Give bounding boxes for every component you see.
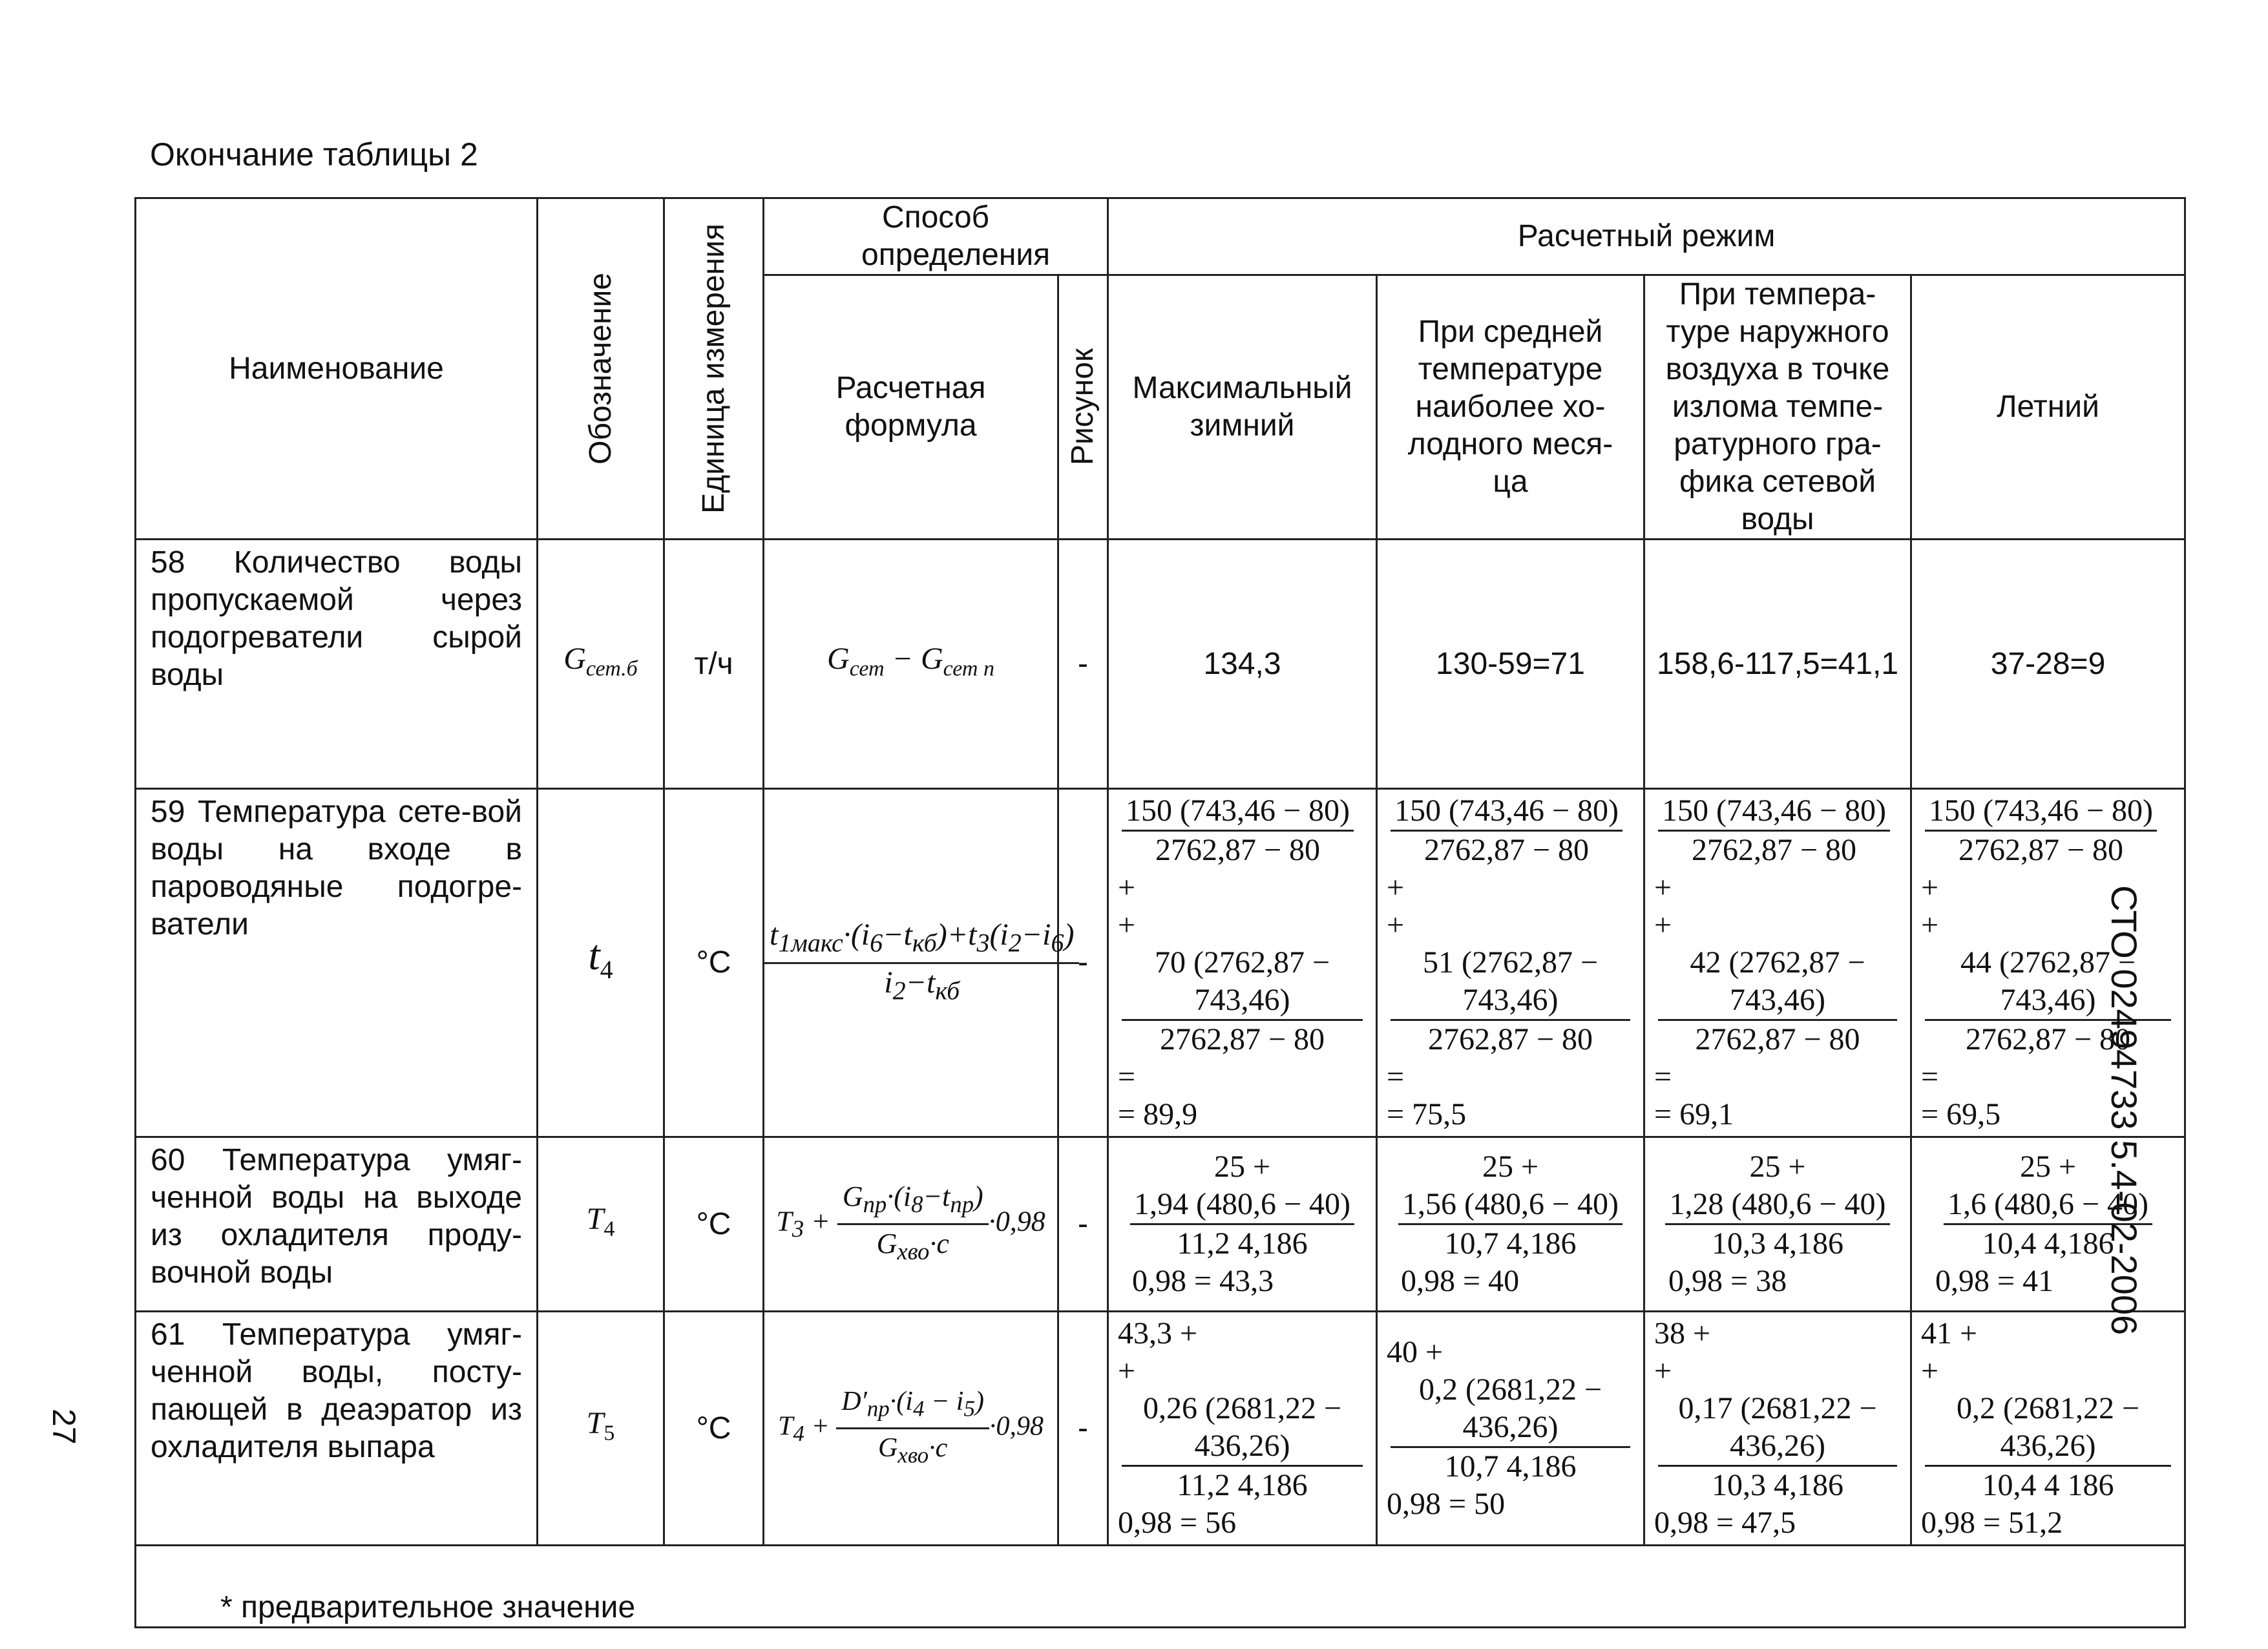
row-61-name: 61 Температура умяг-ченной воды, посту-пающей в деаэратор из охладителя выпара: [136, 1312, 538, 1546]
row-58-name: 58 Количество воды пропускаемой через подогреватели сырой воды: [136, 540, 538, 789]
row-61-symbol: $T_5$: [538, 1312, 664, 1546]
row-59-cold-month: $\frac{150 (743,46 - 80)}{2762,87 - 80}$ + + $\frac{51 (2762,87 - 743,46)}{2762,87 - 80}$ = = 75,5: [1377, 789, 1644, 1137]
row-58-break-point: 158,6-117,5=41,1: [1644, 540, 1911, 789]
row-60-symbol: $T_4$: [538, 1137, 664, 1312]
row-59-winter: $\frac{150 (743,46 - 80)}{2762,87 - 80}$ + + $\frac{70 (2762,87 - 743,46)}{2762,87 - 80}$ = = 89,9: [1108, 789, 1377, 1137]
footnote: * предварительное значение: [136, 1546, 2185, 1628]
row-61-winter: 43,3 + + $\frac{0,26 (2681,22 - 436,26)}{11,2 4,186}$ 0,98 = 56: [1108, 1312, 1377, 1546]
row-61-unit: °С: [664, 1312, 764, 1546]
data-table: [134, 197, 2186, 1628]
row-60-formula: $T_3$ + $G_{пр}\cdot(i_8-t_{пр})$ $G_{хво}\cdot c$ ·0,98: [764, 1137, 1058, 1312]
row-58-formula: $G_{сет} - G_{сет п}$: [764, 540, 1058, 789]
row-59-summer: $\frac{150 (743,46 - 80)}{2762,87 - 80}$ + + $\frac{44 (2762,87 - 743,46)}{2762,87 - 80}$ = = 69,5: [1911, 789, 2185, 1137]
header-col-summer: Летний: [1911, 275, 2185, 540]
row-58-cold-month: 130-59=71: [1377, 540, 1644, 789]
row-59-symbol: $t_4$: [538, 789, 664, 1137]
row-60-cold-month: 25 + $\frac{1,56 (480,6 - 40)}{10,7 4,186}$ 0,98 = 40: [1377, 1137, 1644, 1312]
row-60-break-point: 25 + $\frac{1,28 (480,6 - 40)}{10,3 4,186}$ 0,98 = 38: [1644, 1137, 1911, 1312]
header-unit: Единица измерения: [664, 198, 764, 540]
header-col-winter: Максимальный зимний: [1108, 275, 1377, 540]
row-61-figure: -: [1058, 1312, 1108, 1546]
row-58-unit: т/ч: [664, 540, 764, 789]
row-58-winter: 134,3: [1108, 540, 1377, 789]
header-method: Способ определения: [764, 198, 1108, 275]
row-59-formula: $t_{1макс}\cdot(i_6-t_{кб})+t_3(i_2-i_6)$ $i_2-t_{кб}$: [764, 789, 1058, 1137]
row-60-figure: -: [1058, 1137, 1108, 1312]
row-61-summer: 41 + + $\frac{0,2 (2681,22 - 436,26)}{10,4 4 186}$ 0,98 = 51,2: [1911, 1312, 2185, 1546]
row-59-name: 59 Температура сете-вой воды на входе в пароводяные подогре-ватели: [136, 789, 538, 1137]
document-code: СТО 02494733 5.4-02-2006: [2104, 885, 2145, 1336]
row-60-summer: 25 + $\frac{1,6 (480,6 - 40)}{10,4 4,186}$ 0,98 = 41: [1911, 1137, 2185, 1312]
row-58-figure: -: [1058, 540, 1108, 789]
row-60-winter: 25 + $\frac{1,94 (480,6 - 40)}{11,2 4,186}$ 0,98 = 43,3: [1108, 1137, 1377, 1312]
header-figure: Рисунок: [1058, 275, 1108, 540]
row-61-cold-month: 40 + $\frac{0,2 (2681,22 - 436,26)}{10,7 4,186}$ 0,98 = 50: [1377, 1312, 1644, 1546]
row-58-summer: 37-28=9: [1911, 540, 2185, 789]
row-61-formula: $T_4$ + $D'_{пр}\cdot(i_4 - i_5)$ $G_{хво}\cdot c$ ·0,98: [764, 1312, 1058, 1546]
page-number: 27: [46, 1409, 82, 1445]
header-mode: Расчетный режим: [1108, 198, 2185, 275]
table-caption: Окончание таблицы 2: [150, 136, 478, 173]
row-59-break-point: $\frac{150 (743,46 - 80)}{2762,87 - 80}$ + + $\frac{42 (2762,87 - 743,46)}{2762,87 - 80}$ = = 69,1: [1644, 789, 1911, 1137]
header-name: Наименование: [136, 198, 538, 540]
row-60-name: 60 Температура умяг-ченной воды на выходе из охладителя проду-вочной воды: [136, 1137, 538, 1312]
row-61-break-point: 38 + + $\frac{0,17 (2681,22 - 436,26)}{10,3 4,186}$ 0,98 = 47,5: [1644, 1312, 1911, 1546]
header-symbol: Обозначение: [538, 198, 664, 540]
header-formula: Расчетная формула: [764, 275, 1058, 540]
header-col-cold-month: При средней температуре наиболее хо-лодного меся-ца: [1377, 275, 1644, 540]
row-59-figure: -: [1058, 789, 1108, 1137]
row-59-unit: °С: [664, 789, 764, 1137]
row-60-unit: °С: [664, 1137, 764, 1312]
header-col-break-point: При темпера-туре наружного воздуха в точке излома темпе-ратурного гра-фика сетевой воды: [1644, 275, 1911, 540]
row-58-symbol: $G_{сет.б}$: [538, 540, 664, 789]
